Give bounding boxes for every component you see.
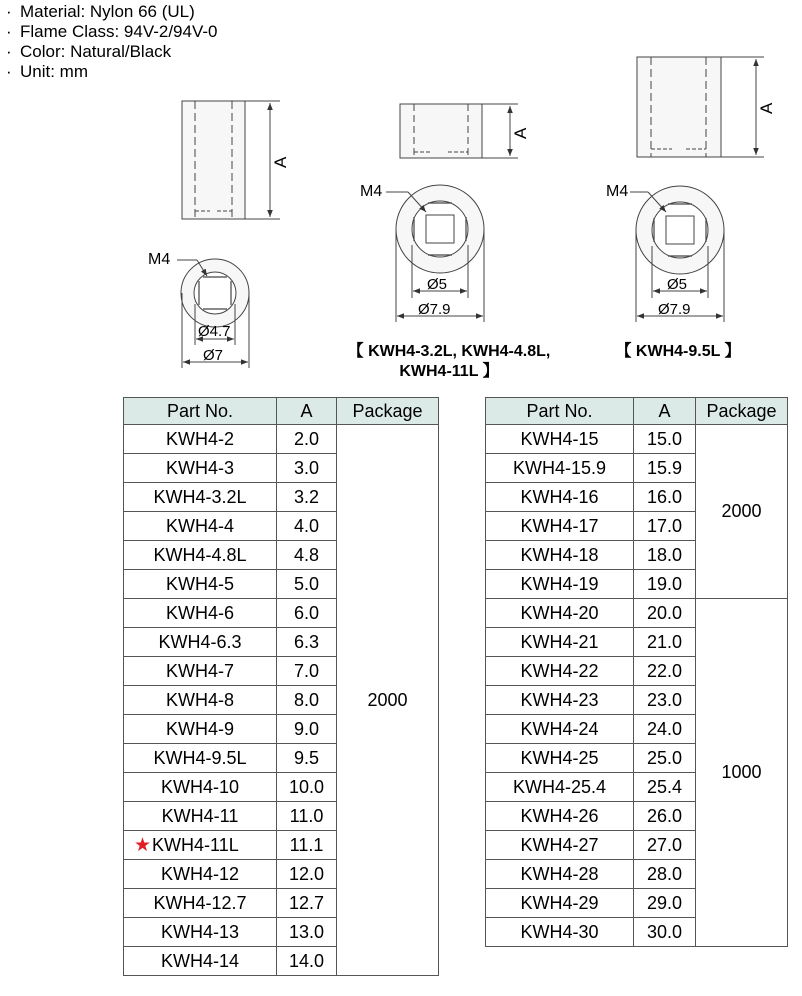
part-number-text: KWH4-6.3 [158, 631, 242, 652]
part-number-cell [124, 425, 277, 454]
part-number-cell [124, 831, 277, 860]
part-number-text: KWH4-9.5L [153, 747, 247, 768]
part-number-cell: KWH4-15.9 [486, 454, 634, 483]
part-number-cell [124, 541, 277, 570]
a-value-cell: 3.2 [277, 483, 337, 512]
a-value-cell: 6.0 [277, 599, 337, 628]
part-number-text: KWH4-5 [165, 573, 234, 594]
thread-label-1: M4 [148, 251, 171, 268]
drawing-3-caption: 【 KWH4-9.5L 】 [615, 343, 741, 360]
a-value-cell: 25.0 [634, 744, 696, 773]
outer-dia-label-1: Ø7 [203, 347, 224, 364]
technical-drawings [0, 0, 802, 390]
package-cell: 2000 [337, 425, 439, 976]
part-number-cell: KWH4-25 [486, 744, 634, 773]
part-number-cell: KWH4-24 [486, 715, 634, 744]
a-value-cell: 6.3 [277, 628, 337, 657]
part-number-cell: KWH4-15 [486, 425, 634, 454]
spacer-side-view-1 [182, 101, 280, 219]
height-label-1: A [271, 156, 290, 168]
header-part-no: Part No. [124, 398, 277, 425]
part-number-text: KWH4-11L [152, 834, 239, 855]
a-value-cell: 7.0 [277, 657, 337, 686]
a-value-cell: 18.0 [634, 541, 696, 570]
part-number-text: KWH4-11 [161, 805, 239, 826]
part-number-cell: KWH4-27 [486, 831, 634, 860]
part-number-cell: KWH4-28 [486, 860, 634, 889]
part-number-text: KWH4-3.2L [153, 486, 247, 507]
a-value-cell: 21.0 [634, 628, 696, 657]
thread-label-2: M4 [360, 183, 383, 200]
a-value-cell: 10.0 [277, 773, 337, 802]
a-value-cell: 11.0 [277, 802, 337, 831]
part-number-text: KWH4-2 [165, 428, 234, 449]
thread-label-3: M4 [606, 183, 629, 200]
a-value-cell: 15.9 [634, 454, 696, 483]
a-value-cell: 22.0 [634, 657, 696, 686]
drawing-2-caption: 【 KWH4-3.2L, KWH4-4.8L, KWH4-11L 】 [347, 343, 551, 380]
part-number-cell [124, 773, 277, 802]
part-number-cell [124, 686, 277, 715]
part-number-cell [124, 715, 277, 744]
part-number-cell [124, 512, 277, 541]
a-value-cell: 12.0 [277, 860, 337, 889]
a-value-cell: 24.0 [634, 715, 696, 744]
a-value-cell: 23.0 [634, 686, 696, 715]
table-header-row [124, 398, 439, 425]
part-number-text: KWH4-6 [165, 602, 234, 623]
a-value-cell: 26.0 [634, 802, 696, 831]
part-number-cell [124, 628, 277, 657]
a-value-cell: 25.4 [634, 773, 696, 802]
part-number-text: KWH4-4.8L [153, 544, 247, 565]
a-value-cell: 4.0 [277, 512, 337, 541]
header-part-no: Part No. [486, 398, 634, 425]
a-value-cell: 19.0 [634, 570, 696, 599]
part-number-cell: KWH4-16 [486, 483, 634, 512]
a-value-cell: 4.8 [277, 541, 337, 570]
a-value-cell: 15.0 [634, 425, 696, 454]
part-number-text: KWH4-9 [165, 718, 234, 739]
spec-item: · Material: Nylon 66 (UL) [6, 2, 195, 21]
part-number-cell: KWH4-17 [486, 512, 634, 541]
part-number-text: KWH4-13 [160, 921, 240, 942]
a-value-cell: 27.0 [634, 831, 696, 860]
part-number-cell: KWH4-22 [486, 657, 634, 686]
part-number-text: KWH4-10 [160, 776, 240, 797]
parts-table-right [485, 397, 788, 947]
table-row [124, 425, 439, 454]
a-value-cell: 8.0 [277, 686, 337, 715]
a-value-cell: 11.1 [277, 831, 337, 860]
header-package: Package [696, 398, 788, 425]
inner-dia-label-2: Ø5 [427, 276, 448, 293]
a-value-cell: 2.0 [277, 425, 337, 454]
a-value-cell: 17.0 [634, 512, 696, 541]
height-label-2: A [511, 127, 530, 139]
inner-dia-label-3: Ø5 [667, 276, 688, 293]
a-value-cell: 5.0 [277, 570, 337, 599]
part-number-text: KWH4-7 [165, 660, 234, 681]
table-row [486, 599, 788, 628]
header-a: A [277, 398, 337, 425]
spec-item: · Flame Class: 94V-2/94V-0 [6, 22, 218, 41]
part-number-text: KWH4-8 [165, 689, 234, 710]
parts-table-left [123, 397, 439, 976]
header-package: Package [337, 398, 439, 425]
a-value-cell: 3.0 [277, 454, 337, 483]
part-number-cell: KWH4-26 [486, 802, 634, 831]
package-cell: 1000 [696, 599, 788, 947]
a-value-cell: 12.7 [277, 889, 337, 918]
a-value-cell: 28.0 [634, 860, 696, 889]
part-number-cell: KWH4-21 [486, 628, 634, 657]
part-number-cell: KWH4-23 [486, 686, 634, 715]
part-number-cell [124, 889, 277, 918]
a-value-cell: 29.0 [634, 889, 696, 918]
a-value-cell: 9.5 [277, 744, 337, 773]
a-value-cell: 13.0 [277, 918, 337, 947]
part-number-cell [124, 918, 277, 947]
a-value-cell: 20.0 [634, 599, 696, 628]
part-number-cell [124, 744, 277, 773]
table-row [486, 425, 788, 454]
star-icon: ★ [134, 834, 152, 856]
a-value-cell: 16.0 [634, 483, 696, 512]
a-value-cell: 14.0 [277, 947, 337, 976]
part-number-cell: KWH4-19 [486, 570, 634, 599]
part-number-cell [124, 483, 277, 512]
part-number-cell [124, 657, 277, 686]
part-number-cell [124, 454, 277, 483]
table-header-row [486, 398, 788, 425]
inner-dia-label-1: Ø4.7 [198, 323, 231, 340]
part-number-cell [124, 599, 277, 628]
part-number-cell: KWH4-20 [486, 599, 634, 628]
part-number-cell [124, 860, 277, 889]
part-number-cell [124, 802, 277, 831]
part-number-cell: KWH4-25.4 [486, 773, 634, 802]
a-value-cell: 30.0 [634, 918, 696, 947]
spec-item: · Color: Natural/Black [6, 42, 172, 61]
a-value-cell: 9.0 [277, 715, 337, 744]
outer-dia-label-3: Ø7.9 [658, 301, 691, 318]
part-number-text: KWH4-3 [165, 457, 234, 478]
header-a: A [634, 398, 696, 425]
part-number-cell [124, 947, 277, 976]
part-number-text: KWH4-14 [160, 950, 240, 971]
spacer-side-view-2 [400, 104, 518, 158]
part-number-cell: KWH4-29 [486, 889, 634, 918]
spec-item: · Unit: mm [6, 62, 88, 81]
part-number-text: KWH4-4 [165, 515, 234, 536]
outer-dia-label-2: Ø7.9 [418, 301, 451, 318]
part-number-cell: KWH4-30 [486, 918, 634, 947]
part-number-text: KWH4-12.7 [153, 892, 247, 913]
part-number-cell [124, 570, 277, 599]
part-number-cell: KWH4-18 [486, 541, 634, 570]
spacer-side-view-3 [637, 57, 764, 157]
package-cell: 2000 [696, 425, 788, 599]
part-number-text: KWH4-12 [160, 863, 240, 884]
height-label-3: A [757, 102, 776, 114]
